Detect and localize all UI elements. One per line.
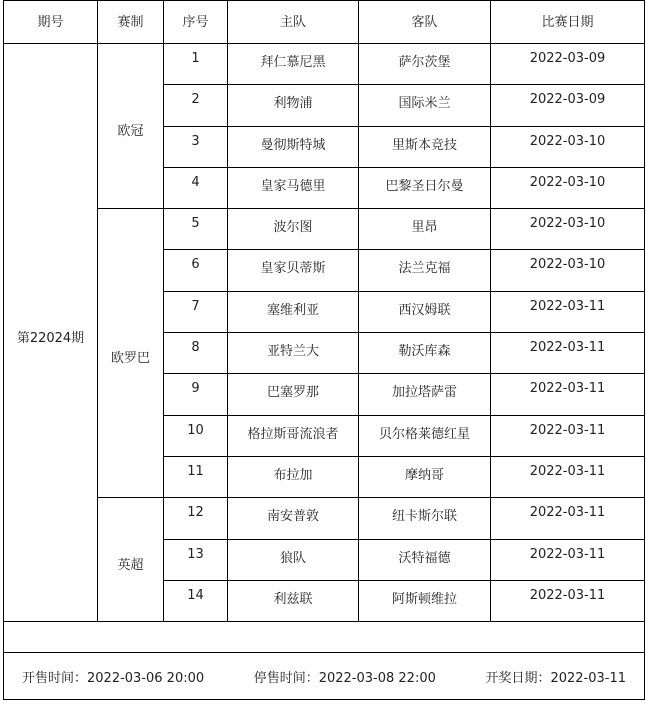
match-date-cell: 2022-03-11	[491, 498, 645, 539]
match-row	[4, 44, 645, 85]
match-number-cell: 10	[164, 415, 228, 456]
match-number-cell: 5	[164, 209, 228, 250]
match-number-cell: 9	[164, 374, 228, 415]
home-team-cell: 皇家贝蒂斯	[228, 250, 359, 291]
match-number-cell: 6	[164, 250, 228, 291]
away-team-cell: 沃特福德	[359, 539, 491, 580]
blank-row	[4, 622, 645, 653]
match-number-cell: 4	[164, 167, 228, 208]
match-row	[4, 209, 645, 250]
away-team-cell: 西汉姆联	[359, 291, 491, 332]
header-period: 期号	[4, 1, 98, 44]
blank-cell	[4, 622, 645, 653]
home-team-cell: 塞维利亚	[228, 291, 359, 332]
header-home-team: 主队	[228, 1, 359, 44]
match-number-cell: 12	[164, 498, 228, 539]
header-number: 序号	[164, 1, 228, 44]
competition-cell: 英超	[98, 498, 164, 622]
match-date-cell: 2022-03-10	[491, 250, 645, 291]
home-team-cell: 狼队	[228, 539, 359, 580]
match-date-cell: 2022-03-11	[491, 580, 645, 621]
match-number-cell: 8	[164, 333, 228, 374]
match-number-cell: 2	[164, 85, 228, 126]
match-row	[4, 498, 645, 539]
competition-cell: 欧冠	[98, 44, 164, 209]
away-team-cell: 阿斯顿维拉	[359, 580, 491, 621]
home-team-cell: 波尔图	[228, 209, 359, 250]
match-date-cell: 2022-03-09	[491, 85, 645, 126]
match-number-cell: 3	[164, 126, 228, 167]
home-team-cell: 布拉加	[228, 456, 359, 497]
match-number-cell: 7	[164, 291, 228, 332]
footer-row	[4, 653, 645, 700]
match-date-cell: 2022-03-11	[491, 456, 645, 497]
away-team-cell: 法兰克福	[359, 250, 491, 291]
away-team-cell: 萨尔茨堡	[359, 44, 491, 85]
away-team-cell: 国际米兰	[359, 85, 491, 126]
header-row	[4, 1, 645, 44]
match-date-cell: 2022-03-11	[491, 291, 645, 332]
header-competition: 赛制	[98, 1, 164, 44]
home-team-cell: 南安普敦	[228, 498, 359, 539]
match-date-cell: 2022-03-10	[491, 126, 645, 167]
schedule-body	[4, 44, 645, 622]
header-match-date: 比赛日期	[491, 1, 645, 44]
home-team-cell: 巴塞罗那	[228, 374, 359, 415]
match-date-cell: 2022-03-11	[491, 333, 645, 374]
away-team-cell: 勒沃库森	[359, 333, 491, 374]
away-team-cell: 贝尔格莱德红星	[359, 415, 491, 456]
away-team-cell: 里昂	[359, 209, 491, 250]
home-team-cell: 利兹联	[228, 580, 359, 621]
home-team-cell: 亚特兰大	[228, 333, 359, 374]
match-date-cell: 2022-03-10	[491, 167, 645, 208]
match-number-cell: 13	[164, 539, 228, 580]
match-date-cell: 2022-03-11	[491, 539, 645, 580]
home-team-cell: 利物浦	[228, 85, 359, 126]
match-number-cell: 14	[164, 580, 228, 621]
away-team-cell: 加拉塔萨雷	[359, 374, 491, 415]
home-team-cell: 拜仁慕尼黑	[228, 44, 359, 85]
match-number-cell: 1	[164, 44, 228, 85]
match-date-cell: 2022-03-09	[491, 44, 645, 85]
sale-start-time: 开售时间：2022-03-06 20:00	[22, 670, 205, 686]
period-cell: 第22024期	[4, 44, 98, 622]
header-away-team: 客队	[359, 1, 491, 44]
away-team-cell: 里斯本竞技	[359, 126, 491, 167]
away-team-cell: 纽卡斯尔联	[359, 498, 491, 539]
home-team-cell: 格拉斯哥流浪者	[228, 415, 359, 456]
footer-cell	[4, 653, 645, 700]
home-team-cell: 曼彻斯特城	[228, 126, 359, 167]
match-date-cell: 2022-03-11	[491, 374, 645, 415]
competition-cell: 欧罗巴	[98, 209, 164, 498]
away-team-cell: 摩纳哥	[359, 456, 491, 497]
sale-end-time: 停售时间：2022-03-08 22:00	[253, 670, 436, 686]
match-date-cell: 2022-03-11	[491, 415, 645, 456]
draw-date: 开奖日期：2022-03-11	[485, 670, 626, 686]
match-number-cell: 11	[164, 456, 228, 497]
away-team-cell: 巴黎圣日尔曼	[359, 167, 491, 208]
home-team-cell: 皇家马德里	[228, 167, 359, 208]
match-date-cell: 2022-03-10	[491, 209, 645, 250]
match-schedule-table	[3, 0, 645, 700]
